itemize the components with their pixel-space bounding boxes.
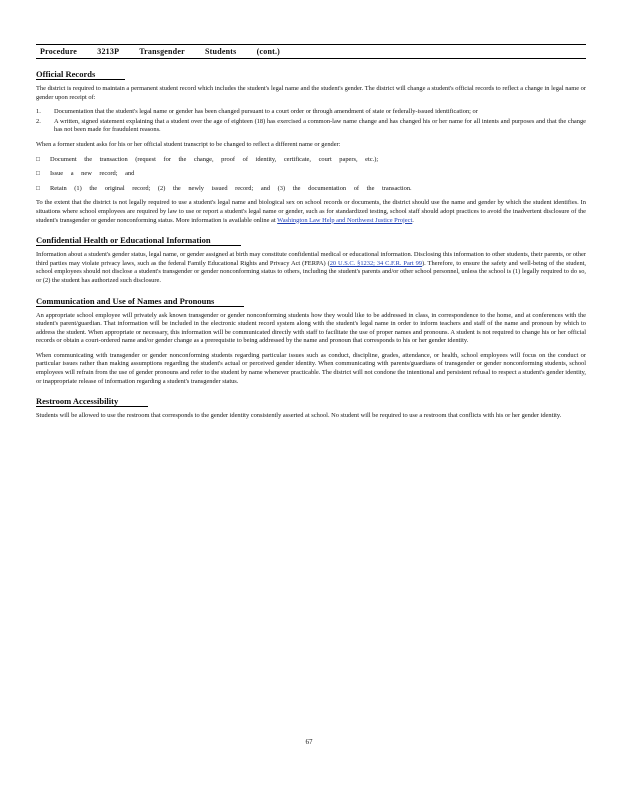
list-item-text: Retain (1) the original record; (2) the newly issued record; and (3) the documentation of the transaction. — [50, 184, 412, 192]
official-records-intro: The district is required to maintain a permanent student record which includes the student's legal name and the student's gender. The district will change a student's official records to reflect a change in legal name or gender upon receipt of: — [36, 85, 586, 101]
list-item-text: Documentation that the student's legal name or gender has been changed pursuant to a court order or through amendment of state or federally-issued identification; or — [54, 108, 478, 116]
header-procedure-label: Procedure — [40, 47, 78, 56]
header-title-word-2: Students — [205, 47, 237, 56]
list-item — [36, 108, 586, 117]
communication-paragraph-2: When communicating with transgender or gender nonconforming students regarding particular issues such as conduct, discipline, grades, attendance, or health, school employees will focus on the conduct or particular issues rather than making assumptions regarding the student's actual or perceived gender identity. When communicating with parents/guardians of transgender or gender nonconforming students, school employees will refrain from the use of gender pronouns and refer to the student by name whenever practicable. The district will not condone the intentional and persistent refusal to respect a student's gender identity, or inappropriate release of information regarding a student's transgender status. — [36, 351, 586, 385]
ferpa-citation-link[interactable]: 20 U.S.C. §1232; 34 C.F.R. Part 99 — [329, 259, 423, 267]
transcript-steps-list — [36, 156, 586, 194]
list-item-text: A written, signed statement explaining that a student over the age of eighteen (18) has exercised a common-law name change and has changed his or her name for all intents and purposes and that the change has not been made for fraudulent reasons. — [54, 117, 586, 134]
former-student-paragraph: When a former student asks for his or her official student transcript to be changed to reflect a different name or gender: — [36, 140, 341, 148]
document-page — [36, 44, 586, 427]
header-procedure-number: 3213P — [97, 47, 120, 56]
official-records-list — [36, 108, 586, 135]
list-item-text: Issue a new record; and — [50, 170, 135, 178]
list-item — [36, 185, 586, 194]
header-cont: (cont.) — [256, 47, 281, 56]
official-records-heading: Official Records — [36, 69, 586, 79]
list-item-text: Document the transaction (request for the change, proof of identity, certificate, court papers, etc.); — [50, 155, 379, 163]
confidential-paragraph: Information about a student's gender status, legal name, or gender assigned at birth may constitute confidential medical or educational information. Disclosing this information to other students, their parents, or other third parties may violate privacy laws, such as the federal Family Educational Rights and Privacy Act (FERPA) (20 U.S.C. §1232; 34 C.F.R. Part 99). Therefore, to ensure the safety and well-being of the student, school employees should not disclose a student's transgender or gender nonconforming status to others, including the student's parents and/or other school personnel, unless the school is (1) legally required to do so, or (2) the student has authorized such disclosure. — [36, 251, 587, 284]
checkbox-bullet-icon: □ — [36, 170, 40, 178]
header-title-word-1: Transgender — [139, 47, 185, 56]
list-item-number: 1. — [36, 108, 41, 116]
list-item — [36, 118, 586, 135]
list-item — [36, 156, 586, 165]
checkbox-bullet-icon: □ — [36, 184, 40, 192]
checkbox-bullet-icon: □ — [36, 155, 40, 163]
restroom-paragraph: Students will be allowed to use the restroom that corresponds to the gender identity consistently asserted at school. No student will be required to use a restroom that conflicts with his or her gender identity. — [36, 412, 562, 420]
restroom-heading: Restroom Accessibility — [36, 396, 586, 406]
procedure-header — [36, 44, 586, 59]
washington-law-help-link[interactable]: Washington Law Help and Northwest Justice Project — [277, 216, 413, 224]
list-item-number: 2. — [36, 117, 41, 125]
communication-heading: Communication and Use of Names and Pronouns — [36, 296, 586, 306]
confidential-heading: Confidential Health or Educational Information — [36, 235, 586, 245]
communication-paragraph-1: An appropriate school employee will privately ask known transgender or gender nonconforming students how they would like to be addressed in class, in correspondence to the home, and at conferences with the student's parent/guardian. That information will be included in the electronic student record system along with the student's legal name in order to inform teachers and staff of the name and pronoun by which to address the student. When appropriate or necessary, this information will be communicated directly with staff to facilitate the use of proper names and pronouns. A student is not required to change his or her official records or obtain a court-ordered name and/or gender change as a prerequisite to being addressed by the name and pronoun that corresponds to his or her gender identity. — [36, 311, 586, 345]
list-item — [36, 170, 586, 179]
extent-paragraph: To the extent that the district is not legally required to use a student's legal name and biological sex on school records or documents, the district should use the name and gender by which the student identifies. In situations where school employees are required by law to use or report a student's legal name or gender, such as for standardized testing, school staff should adopt practices to avoid the inadvertent disclosure of the student's transgender or gender nonconforming status. More information is available online at Washington Law Help and Northwest Justice Project. — [36, 199, 586, 224]
page-number: 67 — [305, 738, 313, 746]
